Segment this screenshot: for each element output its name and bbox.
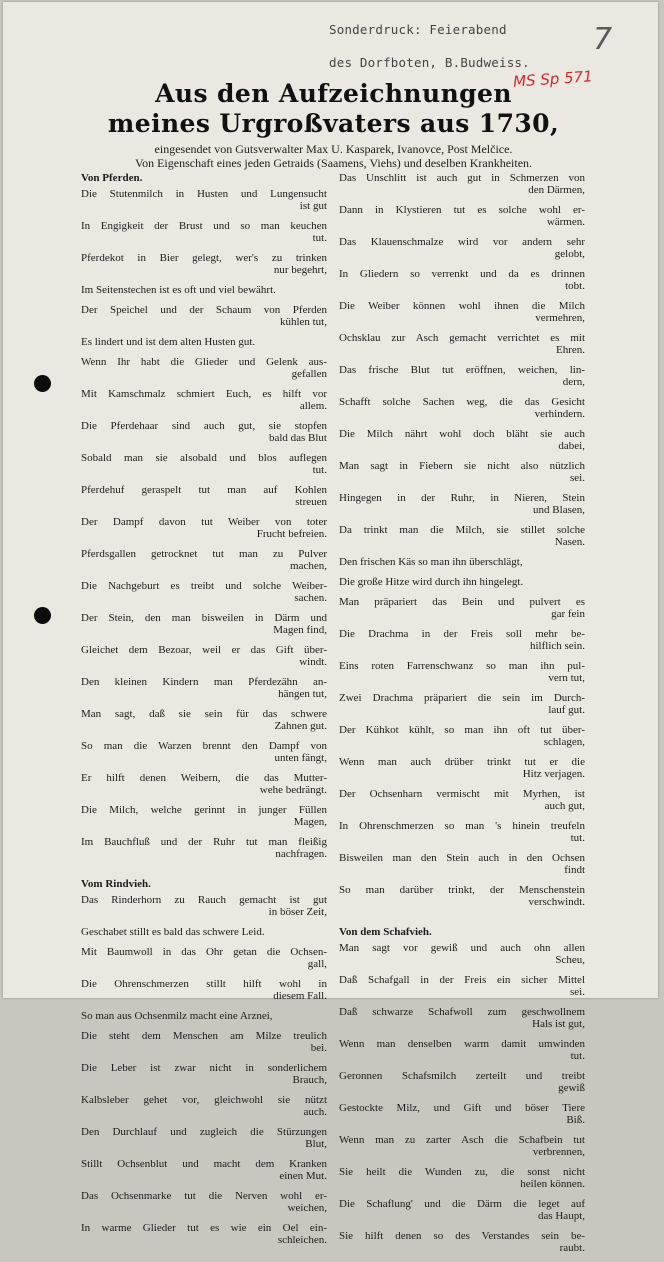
- verse-line-continuation: verschwindt.: [528, 896, 585, 908]
- verse-line: Die Pferdehaar sind auch gut, sie stopfen: [81, 420, 327, 432]
- section-heading: Von dem Schafvieh.: [339, 926, 432, 938]
- verse-line-continuation: Hals ist gut,: [532, 1018, 585, 1030]
- verse-line-continuation: in böser Zeit,: [268, 906, 327, 918]
- verse-entry: [339, 852, 585, 876]
- document-page: [3, 2, 658, 1254]
- verse-line: So man die Warzen brennt den Dampf von: [81, 740, 327, 752]
- verse-line: Im Seitenstechen ist es oft und viel bewährt.: [81, 284, 276, 296]
- verse-line-continuation: auch.: [303, 1106, 327, 1118]
- verse-line-continuation: tut.: [570, 1050, 585, 1062]
- verse-entry: [339, 692, 585, 716]
- verse-line-continuation: findt: [564, 864, 585, 876]
- verse-line: Der Dampf davon tut Weiber von toter: [81, 516, 327, 528]
- verse-entry: [339, 884, 585, 908]
- verse-line-continuation: gar fein: [551, 608, 585, 620]
- typewritten-stamp-line-1: Sonderdruck: Feierabend: [329, 22, 507, 37]
- verse-line: Der Speichel und der Schaum von Pferden: [81, 304, 327, 316]
- verse-entry: [81, 740, 327, 764]
- verse-line-continuation: Hitz verjagen.: [522, 768, 585, 780]
- verse-line: Hingegen in der Ruhr, in Nieren, Stein: [339, 492, 585, 504]
- verse-line: Geschabet stillt es bald das schwere Leid.: [81, 926, 265, 938]
- verse-line-continuation: hilflich sein.: [530, 640, 585, 652]
- verse-line-continuation: dabei,: [558, 440, 585, 452]
- verse-line-continuation: Brauch,: [292, 1074, 327, 1086]
- verse-line-continuation: vern tut,: [548, 672, 585, 684]
- verse-line-continuation: schlagen,: [543, 736, 585, 748]
- verse-line: Das frische Blut tut eröffnen, weichen, lin-: [339, 364, 585, 376]
- verse-line-continuation: streuen: [295, 496, 327, 508]
- verse-entry: [81, 388, 327, 412]
- verse-line: In Engigkeit der Brust und so man keuchen: [81, 220, 327, 232]
- verse-line-continuation: windt.: [299, 656, 327, 668]
- verse-line: Ochsklau zur Asch gemacht verrichtet es mit: [339, 332, 585, 344]
- verse-line: Man sagt in Fiebern sie nicht also nützlich: [339, 460, 585, 472]
- verse-line-continuation: tut.: [312, 232, 327, 244]
- verse-entry: [339, 300, 585, 324]
- verse-line: Schafft solche Sachen weg, die das Gesicht: [339, 396, 585, 408]
- verse-entry: [339, 942, 585, 966]
- verse-entry: [339, 1038, 585, 1062]
- byline: eingesendet von Gutsverwalter Max U. Kasparek, Ivanovce, Post Melčice.: [154, 142, 513, 156]
- verse-entry: [339, 364, 585, 388]
- verse-line-continuation: Zahnen gut.: [274, 720, 327, 732]
- verse-line: Sie hilft denen so des Verstandes sein be-: [339, 1230, 585, 1242]
- verse-line: Den frischen Käs so man ihn überschlägt,: [339, 556, 523, 568]
- verse-line: Den kleinen Kindern man Pferdezähn an-: [81, 676, 327, 688]
- verse-line: Der Ochsenharn vermischt mit Myrhen, ist: [339, 788, 585, 800]
- verse-line-continuation: kühlen tut,: [279, 316, 327, 328]
- verse-line: So man aus Ochsenmilz macht eine Arznei,: [81, 1010, 273, 1022]
- punch-hole: [34, 375, 51, 392]
- verse-entry: [339, 1230, 585, 1254]
- verse-line-continuation: Scheu,: [555, 954, 585, 966]
- verse-line-continuation: Frucht befreien.: [256, 528, 327, 540]
- verse-entry: [81, 1158, 327, 1182]
- verse-line: Eins roten Farrenschwanz so man ihn pul-: [339, 660, 585, 672]
- verse-entry: [339, 1102, 585, 1126]
- verse-line: Wenn man zu zarter Asch die Schafbein tut: [339, 1134, 585, 1146]
- verse-entry: [81, 548, 327, 572]
- verse-line: Pferdekot in Bier gelegt, wer's zu trinken: [81, 252, 327, 264]
- verse-entry: [81, 978, 327, 1002]
- verse-line-continuation: sei.: [570, 472, 585, 484]
- verse-entry: [339, 556, 585, 568]
- section-gap: [339, 916, 585, 926]
- verse-line: Die Leber ist zwar nicht in sonderlichem: [81, 1062, 327, 1074]
- verse-entry: [81, 1222, 327, 1246]
- verse-line-continuation: tut.: [570, 832, 585, 844]
- verse-line-continuation: sei.: [570, 986, 585, 998]
- verse-line-continuation: bei.: [310, 1042, 327, 1054]
- verse-line: Zwei Drachma präpariert die sein im Durch-: [339, 692, 585, 704]
- verse-entry: [81, 926, 327, 938]
- verse-entry: [339, 974, 585, 998]
- verse-entry: [81, 708, 327, 732]
- verse-entry: [81, 1062, 327, 1086]
- left-column: [81, 172, 327, 1254]
- verse-line: Das Unschlitt ist auch gut in Schmerzen von: [339, 172, 585, 184]
- verse-entry: [339, 332, 585, 356]
- verse-line: Der Stein, den man bisweilen in Därm und: [81, 612, 327, 624]
- verse-line-continuation: wehe bedrängt.: [259, 784, 327, 796]
- verse-entry: [339, 172, 585, 196]
- verse-entry: [81, 1030, 327, 1054]
- page-title-line-1: Aus den Aufzeichnungen: [155, 79, 512, 108]
- verse-line-continuation: Magen find,: [273, 624, 327, 636]
- verse-entry: [339, 576, 585, 588]
- verse-entry: [339, 492, 585, 516]
- verse-line: Man sagt, daß sie sein für das schwere: [81, 708, 327, 720]
- verse-line-continuation: weichen,: [287, 1202, 327, 1214]
- verse-line: Stillt Ochsenblut und macht dem Kranken: [81, 1158, 327, 1170]
- verse-line-continuation: verhindern.: [534, 408, 585, 420]
- verse-entry: [81, 580, 327, 604]
- verse-line-continuation: diesem Fall.: [273, 990, 327, 1002]
- verse-entry: [81, 894, 327, 918]
- verse-line-continuation: gefallen: [291, 368, 327, 380]
- right-column: [339, 172, 585, 1262]
- verse-entry: [81, 836, 327, 860]
- section-gap: [81, 868, 327, 878]
- verse-entry: [81, 336, 327, 348]
- punch-hole: [34, 607, 51, 624]
- verse-entry: [81, 516, 327, 540]
- verse-line-continuation: tobt.: [565, 280, 585, 292]
- verse-entry: [81, 644, 327, 668]
- section-heading: Von Pferden.: [81, 172, 143, 184]
- verse-line: Daß Schafgall in der Freis ein sicher Mittel: [339, 974, 585, 986]
- verse-entry: [81, 772, 327, 796]
- verse-line-continuation: ist gut: [299, 200, 327, 212]
- verse-line-continuation: einen Mut.: [279, 1170, 327, 1182]
- verse-entry: [339, 1006, 585, 1030]
- verse-line: Die steht dem Menschen am Milze treulich: [81, 1030, 327, 1042]
- verse-line: Den Durchlauf und zugleich die Stürzungen: [81, 1126, 327, 1138]
- verse-entry: [81, 220, 327, 244]
- verse-entry: [339, 1070, 585, 1094]
- verse-line-continuation: Blut,: [305, 1138, 327, 1150]
- verse-entry: [81, 1126, 327, 1150]
- verse-entry: [81, 1190, 327, 1214]
- verse-line: Das Rinderhorn zu Rauch gemacht ist gut: [81, 894, 327, 906]
- verse-line-continuation: bald das Blut: [268, 432, 327, 444]
- verse-line-continuation: gewiß: [558, 1082, 585, 1094]
- verse-line: Die Stutenmilch in Husten und Lungensucht: [81, 188, 327, 200]
- verse-entry: [81, 612, 327, 636]
- verse-line: In warme Glieder tut es wie ein Oel ein-: [81, 1222, 327, 1234]
- verse-line: Im Bauchfluß und der Ruhr tut man fleißig: [81, 836, 327, 848]
- verse-line-continuation: lauf gut.: [548, 704, 585, 716]
- verse-entry: [339, 1198, 585, 1222]
- verse-line-continuation: Nasen.: [554, 536, 585, 548]
- verse-line-continuation: verbrennen,: [532, 1146, 585, 1158]
- verse-line-continuation: dern,: [562, 376, 585, 388]
- verse-line: Es lindert und ist dem alten Husten gut.: [81, 336, 256, 348]
- verse-entry: [81, 484, 327, 508]
- verse-line: Die Milch, welche gerinnt in junger Füllen: [81, 804, 327, 816]
- verse-entry: [339, 756, 585, 780]
- verse-line-continuation: gelobt,: [554, 248, 585, 260]
- verse-entry: [339, 268, 585, 292]
- verse-line-continuation: auch gut,: [544, 800, 585, 812]
- verse-line-continuation: und Blasen,: [533, 504, 585, 516]
- verse-line: Gestockte Milz, und Gift und böser Tiere: [339, 1102, 585, 1114]
- verse-entry: [339, 628, 585, 652]
- subtitle: Von Eigenschaft eines jeden Getraids (Saamens, Viehs) und deselben Krankheiten.: [134, 156, 533, 170]
- verse-line: Kalbsleber gehet vor, gleichwohl sie nützt: [81, 1094, 327, 1106]
- verse-line: Mit Kamschmalz schmiert Euch, es hilft vor: [81, 388, 327, 400]
- verse-line: In Ohrenschmerzen so man 's hinein treufeln: [339, 820, 585, 832]
- verse-entry: [339, 396, 585, 420]
- verse-line-continuation: das Haupt,: [537, 1210, 585, 1222]
- verse-line: Sie heilt die Wunden zu, die sonst nicht: [339, 1166, 585, 1178]
- verse-entry: [339, 236, 585, 260]
- verse-entry: [339, 1166, 585, 1190]
- verse-line-continuation: vermehren,: [535, 312, 585, 324]
- verse-entry: [339, 460, 585, 484]
- verse-line: So man darüber trinkt, der Menschenstein: [339, 884, 585, 896]
- verse-line: Bisweilen man den Stein auch in den Ochsen: [339, 852, 585, 864]
- verse-line: Er hilft denen Weibern, die das Mutter-: [81, 772, 327, 784]
- verse-line: Wenn man auch drüber trinkt tut er die: [339, 756, 585, 768]
- verse-line: Die Drachma in der Freis soll mehr be-: [339, 628, 585, 640]
- verse-line: Sobald man sie alsobald und blos auflegen: [81, 452, 327, 464]
- page-title-line-2: meines Urgroßvaters aus 1730,: [107, 109, 560, 138]
- verse-line: Das Klauenschmalze wird vor andern sehr: [339, 236, 585, 248]
- verse-line: Wenn man denselben warm damit umwinden: [339, 1038, 585, 1050]
- verse-line-continuation: schleichen.: [277, 1234, 327, 1246]
- verse-line-continuation: allem.: [299, 400, 327, 412]
- typewritten-stamp-line-2: des Dorfboten, B.Budweiss.: [329, 55, 530, 70]
- verse-entry: [81, 252, 327, 276]
- verse-line: Die Weiber können wohl ihnen die Milch: [339, 300, 585, 312]
- verse-line-continuation: raubt.: [559, 1242, 585, 1254]
- verse-line: Die Nachgeburt es treibt und solche Weiber-: [81, 580, 327, 592]
- verse-entry: [81, 420, 327, 444]
- verse-line: Man sagt vor gewiß und auch ohn allen: [339, 942, 585, 954]
- verse-line-continuation: machen,: [290, 560, 327, 572]
- verse-entry: [339, 428, 585, 452]
- verse-entry: [81, 304, 327, 328]
- verse-entry: [339, 524, 585, 548]
- verse-line-continuation: heilen können.: [520, 1178, 585, 1190]
- verse-line: Gleichet dem Bezoar, weil er das Gift über-: [81, 644, 327, 656]
- verse-entry: [81, 1010, 327, 1022]
- verse-entry: [339, 788, 585, 812]
- verse-line-continuation: hängen tut,: [278, 688, 327, 700]
- verse-entry: [339, 1134, 585, 1158]
- verse-line: Daß schwarze Schafwoll zum geschwollnem: [339, 1006, 585, 1018]
- verse-entry: [81, 452, 327, 476]
- verse-line: Die Milch nährt wohl doch bläht sie auch: [339, 428, 585, 440]
- verse-line-continuation: gall,: [307, 958, 327, 970]
- verse-line: Die große Hitze wird durch ihn hingelegt.: [339, 576, 524, 588]
- verse-line-continuation: unten fängt,: [274, 752, 327, 764]
- verse-line: Die Schaflung' und die Därm die leget auf: [339, 1198, 585, 1210]
- verse-line: Man präpariert das Bein und pulvert es: [339, 596, 585, 608]
- verse-line-continuation: wärmen.: [546, 216, 585, 228]
- verse-entry: [81, 284, 327, 296]
- verse-line-continuation: Magen,: [293, 816, 327, 828]
- verse-entry: [81, 804, 327, 828]
- verse-line-continuation: nur begehrt,: [273, 264, 327, 276]
- verse-line: Pferdehuf geraspelt tut man auf Kohlen: [81, 484, 327, 496]
- verse-entry: [339, 820, 585, 844]
- pencil-annotation: 7: [593, 22, 613, 57]
- verse-line: In Gliedern so verrenkt und da es drinnen: [339, 268, 585, 280]
- verse-line: Dann in Klystieren tut es solche wohl er-: [339, 204, 585, 216]
- verse-line: Da trinkt man die Milch, sie stillet solche: [339, 524, 585, 536]
- verse-entry: [81, 676, 327, 700]
- red-handwritten-annotation: MS Sp 571: [512, 67, 594, 91]
- verse-line-continuation: den Därmen,: [528, 184, 585, 196]
- verse-line-continuation: tut.: [312, 464, 327, 476]
- verse-entry: [339, 596, 585, 620]
- verse-entry: [81, 356, 327, 380]
- verse-entry: [339, 660, 585, 684]
- verse-entry: [81, 188, 327, 212]
- verse-line: Mit Baumwoll in das Ohr getan die Ochsen-: [81, 946, 327, 958]
- verse-entry: [81, 1094, 327, 1118]
- verse-line-continuation: sachen.: [294, 592, 327, 604]
- verse-line: Geronnen Schafsmilch zerteilt und treibt: [339, 1070, 585, 1082]
- verse-entry: [339, 204, 585, 228]
- verse-line: Pferdsgallen getrocknet tut man zu Pulver: [81, 548, 327, 560]
- verse-line: Wenn Ihr habt die Glieder und Gelenk aus-: [81, 356, 327, 368]
- verse-line: Das Ochsenmarke tut die Nerven wohl er-: [81, 1190, 327, 1202]
- verse-entry: [81, 946, 327, 970]
- verse-line-continuation: Biß.: [566, 1114, 585, 1126]
- verse-line-continuation: nachfragen.: [275, 848, 327, 860]
- verse-line: Der Kühkot kühlt, so man ihn oft tut über-: [339, 724, 585, 736]
- verse-line: Die Ohrenschmerzen stillt hilft wohl in: [81, 978, 327, 990]
- section-heading: Vom Rindvieh.: [81, 878, 151, 890]
- verse-line-continuation: Ehren.: [555, 344, 585, 356]
- verse-entry: [339, 724, 585, 748]
